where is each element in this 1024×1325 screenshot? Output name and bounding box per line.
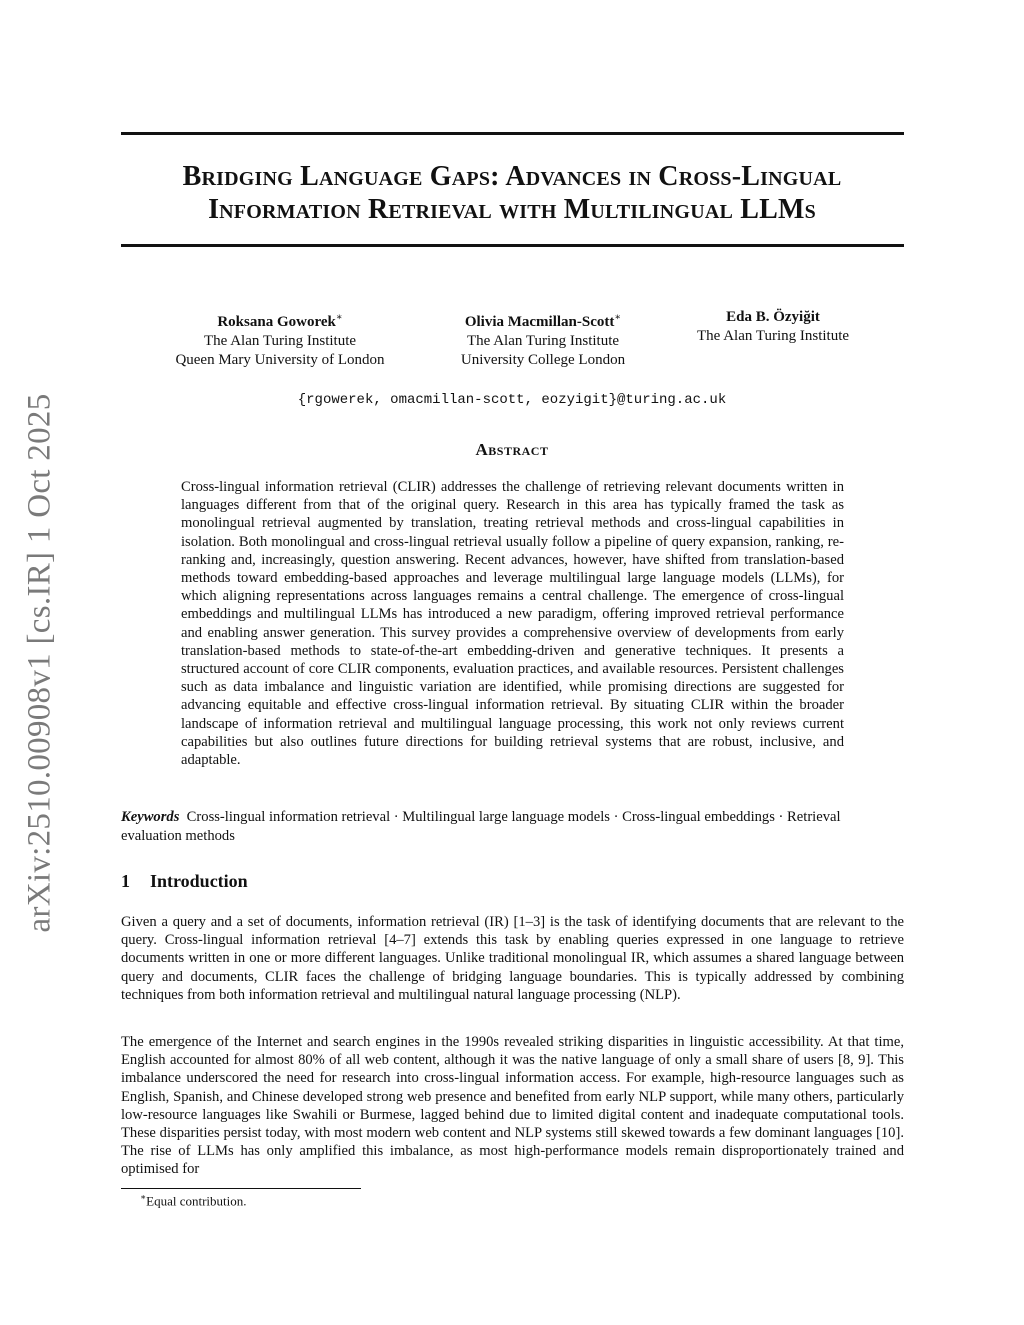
equal-contribution-mark: ∗ (335, 312, 343, 323)
equal-contribution-mark: ∗ (614, 312, 622, 323)
author-name: Eda B. Özyiğit (726, 309, 820, 325)
footnote-rule (121, 1188, 361, 1189)
section-title: Introduction (150, 871, 248, 891)
author-emails[interactable]: {rgowerek, omacmillan-scott, eozyigit}@turing.ac.uk (297, 392, 727, 408)
arxiv-id-stamp: arXiv:2510.00908v1 [cs.IR] 1 Oct 2025 (21, 393, 58, 933)
abstract-text: Cross-lingual information retrieval (CLIR) addresses the challenge of retrieving relevant documents written in languages different from that of the original query. Research in this area has typically framed the task as monolingual retrieval augmented by translation, treating retrieval methods and cross-lingual capabilities in isolation. Both monolingual and cross-lingual retrieval usually follow a pipeline of query expansion, ranking, re-ranking and, increasingly, question answering. Recent advances, however, have shifted from translation-based methods toward embedding-based approaches and leverage multilingual large language models (LLMs), for which aligning representations across languages remains a central challenge. The emergence of cross-lingual embeddings and multilingual LLMs has introduced a new paradigm, offering improved retrieval performance and enabling answer generation. This survey provides a comprehensive overview of developments from early translation-based methods to state-of-the-art embedding-driven and generative techniques. It presents a structured account of core CLIR components, evaluation practices, and available resources. Persistent challenges such as data imbalance and linguistic variation are identified, while promising directions are suggested for advancing equitable and effective cross-lingual information retrieval. By situating CLIR within the broader landscape of information retrieval and multilingual language processing, this work not only reviews current capabilities but also outlines future directions for building retrieval systems that are robust, inclusive, and adaptable. (181, 479, 844, 769)
footnote-mark: ∗ (140, 1192, 147, 1202)
author-affiliation: The Alan Turing Institute (203, 333, 357, 349)
author-3 (678, 308, 868, 346)
title-bottom-rule (121, 244, 904, 247)
section-heading-introduction (121, 871, 248, 892)
intro-paragraph-2: The emergence of the Internet and search engines in the 1990s revealed striking disparities in linguistic accessibility. At that time, English accounted for almost 80% of all web content, although it was the native language of only a small share of users [8, 9]. This imbalance underscored the need for research into cross-lingual information access. For example, high-resource languages such as English, Spanish, and Chinese developed strong web presence and benefited from early NLP support, while many others, particularly low-resource languages like Swahili or Burmese, lagged behind due to limited digital content and inadequate computational tools. These disparities persist today, with most modern web content and NLP systems still skewed towards a few dominant languages [10]. The rise of LLMs has only amplified this imbalance, as most high-performance models remain disproportionately trained and optimised for (121, 1034, 904, 1178)
author-name: Olivia Macmillan-Scott (464, 314, 615, 330)
intro-paragraph-1: Given a query and a set of documents, information retrieval (IR) [1–3] is the task of identifying documents that are relevant to the query. Cross-lingual information retrieval [4–7] extends this task by enabling queries expressed in one language to retrieve documents written in one or more different languages. Unlike traditional monolingual IR, which assumes a shared language between query and documents, CLIR faces the challenge of bridging language boundaries. This is typically addressed by combining techniques from both information retrieval and multilingual natural language processing (NLP). (121, 914, 904, 1003)
keywords-label: Keywords (121, 809, 180, 825)
footnote (140, 1192, 247, 1209)
author-affiliation: Queen Mary University of London (175, 352, 385, 368)
author-name: Roksana Goworek (217, 314, 336, 330)
abstract-heading: Abstract (475, 440, 549, 459)
author-affiliation: The Alan Turing Institute (466, 333, 620, 349)
title-line-1: Bridging Language Gaps: Advances in Cross-Lingual (182, 161, 842, 192)
keywords-list: Cross-lingual information retrieval · Multilingual large language models · Cross-lingual embeddings · Retrieval evaluation methods (121, 809, 841, 844)
author-affiliation: The Alan Turing Institute (696, 328, 850, 344)
footnote-text: Equal contribution. (146, 1193, 247, 1209)
author-affiliation: University College London (460, 352, 626, 368)
author-1 (160, 308, 400, 370)
title-top-rule (121, 132, 904, 135)
section-number: 1 (121, 871, 130, 891)
paper-title (100, 160, 924, 226)
author-2 (433, 308, 653, 370)
keywords (121, 808, 904, 845)
title-line-2: Information Retrieval with Multilingual LLMs (208, 194, 816, 225)
